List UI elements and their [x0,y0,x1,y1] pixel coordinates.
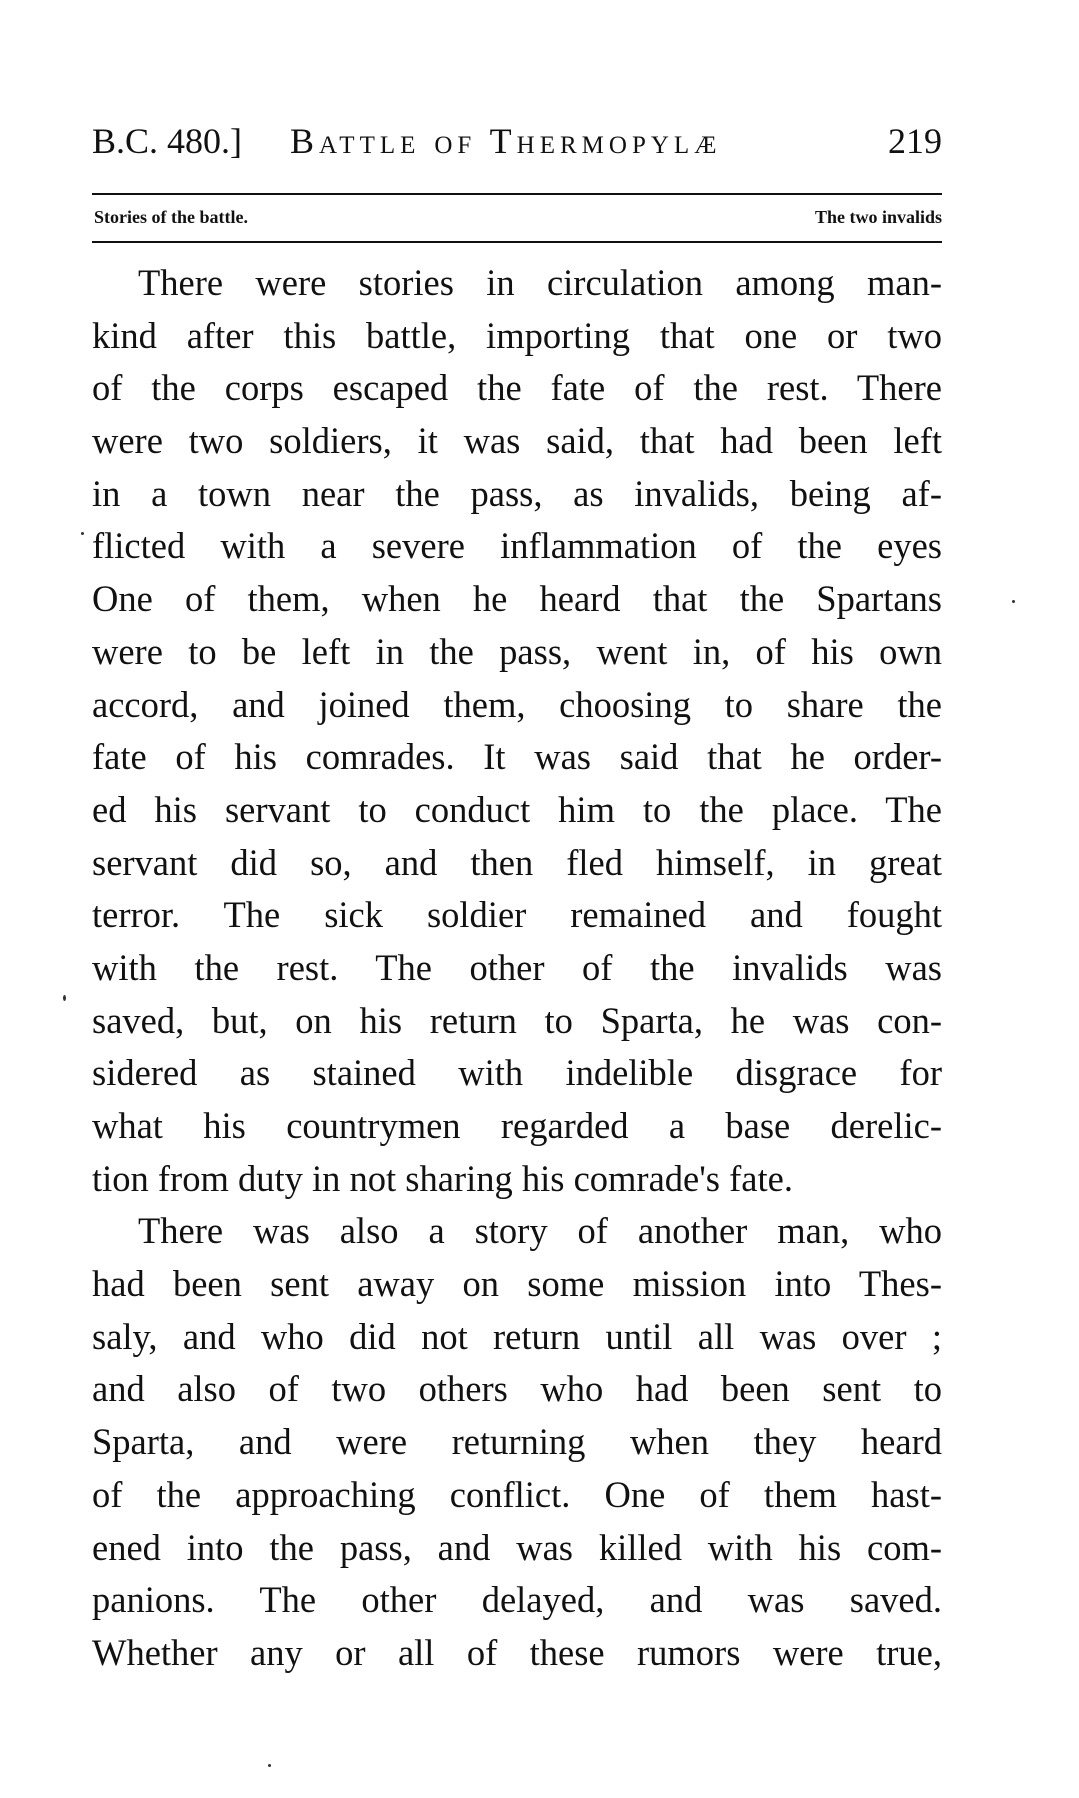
text-line: ened into the pass, and was killed with his com- [92,1526,942,1568]
text-line: flicted with a severe inflammation of the eyes [92,525,942,567]
text-line: what his countrymen regarded a base derelic- [92,1105,942,1146]
text-line: saly, and who did not return until all was over ; [92,1315,942,1357]
page-number: 219 [888,121,942,161]
text-line: of the corps escaped the fate of the rest. There [92,367,942,409]
text-line: had been sent away on some mission into Thes- [92,1263,942,1305]
print-speck [63,995,66,1001]
text-line: and also of two others who had been sent to [92,1368,942,1410]
text-line: accord, and joined them, choosing to share the [92,683,942,725]
header-date: B.C. 480.] [92,121,243,161]
header-rule-top [92,193,942,195]
text-line: Whether any or all of these rumors were true, [92,1631,942,1673]
text-line: servant did so, and then fled himself, in great [92,841,942,883]
text-line: sidered as stained with indelible disgrace for [92,1052,942,1094]
text-line: There was also a story of another man, who [138,1210,942,1252]
text-line: Sparta, and were returning when they heard [92,1421,942,1463]
print-speck [81,532,84,535]
text-line: tion from duty in not sharing his comrade's fate. [92,1157,793,1199]
text-line: kind after this battle, importing that one or two [92,314,942,356]
text-line: fate of his comrades. It was said that he order- [92,736,942,778]
text-line: terror. The sick soldier remained and fought [92,894,942,936]
text-line: with the rest. The other of the invalids was [92,946,942,988]
print-speck [268,1764,271,1767]
subhead-left: Stories of the battle. [94,207,248,227]
text-line: of the approaching conflict. One of them hast- [92,1473,942,1515]
body-text [92,257,942,1680]
header-title: Battle of Thermopylæ [290,121,722,161]
text-line: were two soldiers, it was said, that had been left [92,420,942,462]
text-line: saved, but, on his return to Sparta, he was con- [92,999,942,1041]
text-line: in a town near the pass, as invalids, being af- [92,472,942,514]
subhead-right: The two invalids [814,207,942,227]
marginal-subheads [94,200,942,234]
text-line: were to be left in the pass, went in, of his own [92,630,942,672]
print-speck [1012,600,1015,603]
header-rule-bottom [92,241,942,243]
running-head [92,114,942,168]
text-line: One of them, when he heard that the Spartans [92,578,942,620]
text-line: panions. The other delayed, and was saved. [92,1579,942,1621]
text-line: ed his servant to conduct him to the place. The [92,788,942,830]
text-line: There were stories in circulation among man- [138,262,942,303]
